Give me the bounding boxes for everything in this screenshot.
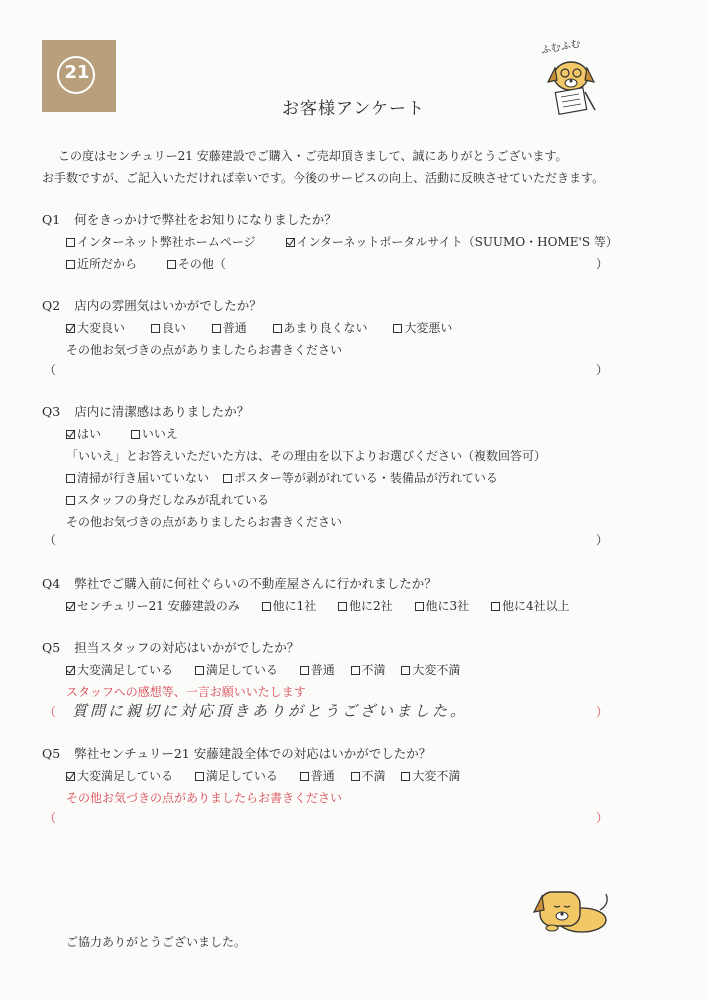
q2-option-good[interactable] (151, 320, 186, 336)
checkbox[interactable] (66, 238, 75, 247)
option-label: センチュリー21 安藤建設のみ (77, 599, 240, 613)
q6-option-very-dissatisfied[interactable] (401, 768, 460, 784)
q3-reasons-row2 (66, 492, 269, 508)
q2-option-normal[interactable] (212, 320, 247, 336)
checkbox[interactable] (393, 324, 402, 333)
option-label: 普通 (310, 769, 335, 783)
q2-option-very-good[interactable] (66, 320, 125, 336)
option-label: 普通 (310, 663, 335, 677)
q6-option-very-satisfied[interactable] (66, 768, 173, 784)
option-label: 不満 (361, 663, 386, 677)
q6-option-normal[interactable] (300, 768, 335, 784)
q5-option-very-satisfied[interactable] (66, 662, 173, 678)
checkbox[interactable] (195, 772, 204, 781)
q3-options (66, 426, 178, 442)
q3-text: 店内に清潔感はありましたか？ (74, 404, 250, 419)
checkbox[interactable] (223, 474, 232, 483)
q6-label: Q5 (42, 746, 61, 761)
q5-text: 担当スタッフの対応はいかがでしたか？ (74, 640, 300, 655)
q6-option-satisfied[interactable] (195, 768, 278, 784)
q2-options (66, 320, 452, 336)
q5-heading (42, 640, 299, 656)
q2-option-not-good[interactable] (273, 320, 368, 336)
option-label: 普通 (222, 321, 247, 335)
q5-label: Q5 (42, 640, 61, 655)
q5-open-paren: （ (44, 705, 57, 719)
option-label: 大変満足している (77, 663, 174, 677)
q5-option-normal[interactable] (300, 662, 335, 678)
checkbox[interactable] (151, 324, 160, 333)
q1-text: 何をきっかけで弊社をお知りになりましたか？ (74, 212, 337, 227)
option-label: 他に1社 (272, 599, 317, 613)
option-label: インターネットポータルサイト（SUUMO・HOME'S 等） (296, 235, 618, 249)
q1-options-row2 (66, 256, 226, 272)
q2-heading (42, 298, 262, 314)
q1-option-portal[interactable] (286, 234, 618, 250)
checkbox[interactable] (273, 324, 282, 333)
q3-heading (42, 404, 249, 420)
q3-reason-staff-appearance[interactable] (66, 492, 269, 508)
q1-options-row1 (66, 234, 618, 250)
option-label: あまり良くない (283, 321, 368, 335)
q2-comment-field[interactable] (60, 362, 590, 378)
option-label: 満足している (205, 663, 278, 677)
checkbox[interactable] (66, 474, 75, 483)
q3-close-paren: ） (596, 533, 609, 547)
checkbox[interactable] (167, 260, 176, 269)
q4-text: 弊社でご購入前に何社ぐらいの不動産屋さんに行かれましたか？ (74, 576, 437, 591)
q6-option-dissatisfied[interactable] (351, 768, 386, 784)
checkbox[interactable] (300, 666, 309, 675)
page-title: お客様アンケート (282, 99, 425, 119)
q3-reasons-row1 (66, 470, 498, 486)
checkbox[interactable] (300, 772, 309, 781)
option-label: 大変悪い (404, 321, 453, 335)
q2-comment-prompt: その他お気づきの点がありましたらお書きください (66, 343, 343, 357)
q2-open-paren: （ (44, 363, 57, 377)
q4-options (66, 598, 570, 614)
q1-heading (42, 212, 337, 228)
q4-heading (42, 576, 437, 592)
checkbox[interactable] (66, 496, 75, 505)
q2-option-very-bad[interactable] (393, 320, 452, 336)
option-label: 満足している (205, 769, 278, 783)
q2-close-paren: ） (596, 363, 609, 377)
intro-line-2: お手数ですが、ご記入いただければ幸いです。今後のサービスの向上、活動に反映させていただきます。 (42, 171, 605, 185)
checkbox-checked[interactable] (66, 666, 75, 675)
option-label: 清掃が行き届いていない (77, 471, 210, 485)
checkbox-checked[interactable] (66, 324, 75, 333)
option-label: 近所だから (77, 257, 138, 271)
q4-option-1[interactable] (262, 598, 317, 614)
q5-options (66, 662, 460, 678)
checkbox[interactable] (351, 772, 360, 781)
checkbox-checked[interactable] (286, 238, 295, 247)
q1-option-nearby[interactable] (66, 256, 137, 272)
intro-line-1: この度はセンチュリー21 安藤建設でご購入・ご売却頂きまして、誠にありがとうございます。 (58, 149, 568, 163)
checkbox[interactable] (131, 430, 140, 439)
q3-comment-prompt: その他お気づきの点がありましたらお書きください (66, 515, 343, 529)
option-label: インターネット弊社ホームページ (77, 235, 256, 249)
option-label: 他に3社 (425, 599, 470, 613)
checkbox[interactable] (195, 666, 204, 675)
q5-option-very-dissatisfied[interactable] (401, 662, 460, 678)
q4-option-2[interactable] (338, 598, 393, 614)
q6-comment-prompt: その他お気づきの点がありましたらお書きください (66, 791, 343, 805)
q1-label: Q1 (42, 212, 61, 227)
q4-option-only-us[interactable] (66, 598, 240, 614)
q5-handwritten-comment[interactable]: 質問に親切に対応頂きありがとうございました。 (72, 702, 469, 720)
q3-reason-cleaning[interactable] (66, 470, 209, 486)
logo-number: 21 (64, 62, 90, 83)
option-label: いいえ (141, 427, 178, 441)
option-label: 他に4社以上 (501, 599, 570, 613)
option-label: スタッフの身だしなみが乱れている (77, 493, 270, 507)
q3-label: Q3 (42, 404, 61, 419)
option-label: ポスター等が剥がれている・装備品が汚れている (233, 471, 498, 485)
checkbox[interactable] (262, 602, 271, 611)
q3-option-no[interactable] (131, 426, 178, 442)
checkbox[interactable] (491, 602, 500, 611)
option-label: その他（ (177, 257, 226, 271)
checkbox[interactable] (401, 666, 410, 675)
option-label: はい (77, 427, 102, 441)
option-label: 大変不満 (412, 663, 461, 677)
option-label: 大変良い (77, 321, 126, 335)
mascot-caption: ふむふむ (540, 38, 582, 57)
checkbox[interactable] (66, 260, 75, 269)
q3-reason-posters[interactable] (223, 470, 498, 486)
q6-heading (42, 746, 431, 762)
q6-options (66, 768, 460, 784)
q1-option-other[interactable] (167, 256, 226, 272)
q6-comment-field[interactable] (60, 810, 590, 826)
checkbox[interactable] (415, 602, 424, 611)
option-label: 大変満足している (77, 769, 174, 783)
q5-comment-prompt: スタッフへの感想等、一言お願いいたします (66, 685, 306, 699)
checkbox-checked[interactable] (66, 602, 75, 611)
option-label: 良い (161, 321, 186, 335)
q5-option-satisfied[interactable] (195, 662, 278, 678)
checkbox-checked[interactable] (66, 772, 75, 781)
option-label: 大変不満 (412, 769, 461, 783)
option-label: 他に2社 (349, 599, 393, 613)
q6-open-paren: （ (44, 811, 57, 825)
option-label: 不満 (361, 769, 386, 783)
q6-text: 弊社センチュリー21 安藤建設全体での対応はいかがでしたか？ (74, 746, 432, 761)
q3-comment-field[interactable] (60, 532, 590, 548)
q1-option-homepage[interactable] (66, 234, 256, 250)
checkbox-checked[interactable] (66, 430, 75, 439)
q3-open-paren: （ (44, 533, 57, 547)
q4-label: Q4 (42, 576, 61, 591)
q6-close-paren: ） (596, 811, 609, 825)
q3-followup: 「いいえ」とお答えいただいた方は、その理由を以下よりお選びください（複数回答可） (66, 449, 547, 463)
checkbox[interactable] (338, 602, 347, 611)
checkbox[interactable] (351, 666, 360, 675)
q5-close-paren: ） (596, 705, 609, 719)
checkbox[interactable] (212, 324, 221, 333)
closing-message: ご協力ありがとうございました。 (66, 935, 247, 949)
q4-option-4plus[interactable] (491, 598, 570, 614)
checkbox[interactable] (401, 772, 410, 781)
q3-option-yes[interactable] (66, 426, 101, 442)
q5-option-dissatisfied[interactable] (351, 662, 386, 678)
q1-close-paren: ） (596, 257, 609, 271)
q2-label: Q2 (42, 298, 61, 313)
q2-text: 店内の雰囲気はいかがでしたか？ (74, 298, 262, 313)
q4-option-3[interactable] (415, 598, 470, 614)
dog-sleeping-icon (530, 880, 612, 940)
